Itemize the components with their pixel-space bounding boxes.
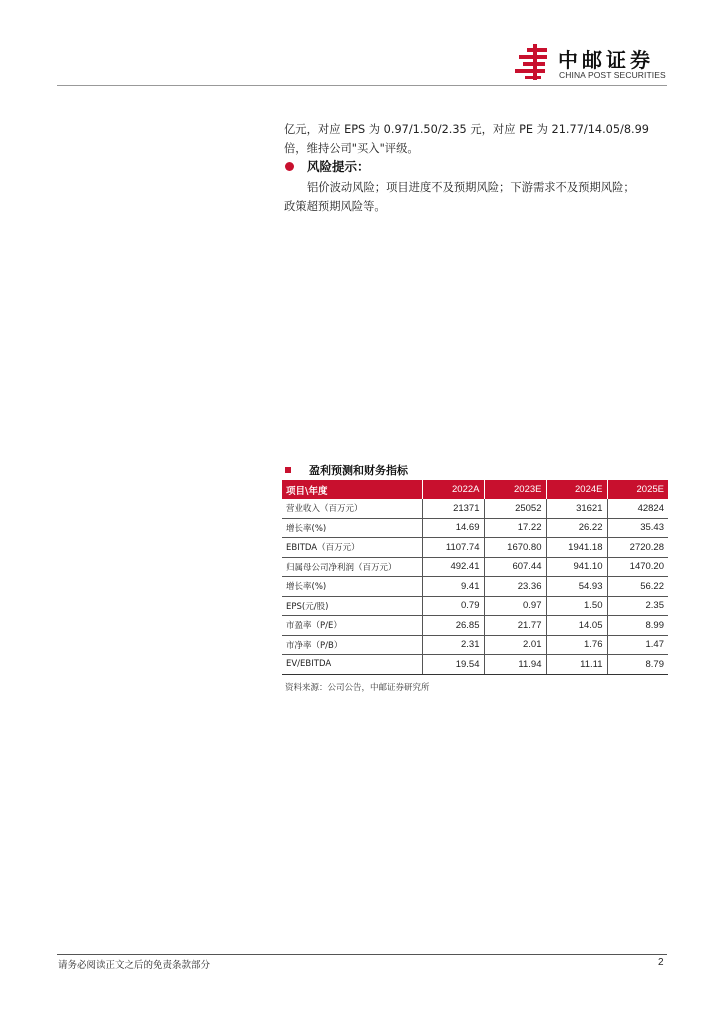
cell: 1670.80 [484,538,546,558]
disclaimer-note: 请务必阅读正文之后的免责条款部分 [58,960,211,971]
page-number: 2 [658,957,664,968]
row-label: 市盈率（P/E） [282,616,422,636]
cell: 1470.20 [607,557,668,577]
cell: 56.22 [607,577,668,597]
table-title-square-icon [285,467,291,473]
cell: 1941.18 [546,538,607,558]
table-row [282,596,668,616]
risk-heading: 风险提示： [307,159,370,174]
cell: 1.50 [546,596,607,616]
cell: 23.36 [484,577,546,597]
table-row [282,655,668,675]
cell: 2.35 [607,596,668,616]
financial-forecast-table [282,480,668,675]
cell: 14.05 [546,616,607,636]
rating-text-line-2: 倍，维持公司"买入"评级。 [284,142,419,155]
cell: 941.10 [546,557,607,577]
table-row [282,518,668,538]
row-label: 增长率(%) [282,577,422,597]
cell: 2720.28 [607,538,668,558]
table-row [282,538,668,558]
cell: 8.79 [607,655,668,675]
header-item-year: 项目\年度 [282,480,422,499]
brand-name: 中邮证券 [558,48,654,72]
row-label: 营业收入（百万元） [282,499,422,518]
row-label: EV/EBITDA [282,655,422,675]
table-row [282,499,668,518]
china-post-securities-logo [513,42,553,82]
row-label: EPS(元/股) [282,596,422,616]
cell: 1.76 [546,635,607,655]
header-2023e: 2023E [484,480,546,499]
cell: 0.79 [422,596,484,616]
cell: 25052 [484,499,546,518]
cell: 21.77 [484,616,546,636]
cell: 492.41 [422,557,484,577]
cell: 2.31 [422,635,484,655]
table-row [282,635,668,655]
cell: 9.41 [422,577,484,597]
header-2024e: 2024E [546,480,607,499]
risk-text-line-2: 政策超预期风险等。 [284,200,386,213]
header-2025e: 2025E [607,480,668,499]
header-2022a: 2022A [422,480,484,499]
cell: 0.97 [484,596,546,616]
table-title: 盈利预测和财务指标 [309,464,408,477]
cell: 54.93 [546,577,607,597]
footer-divider [57,954,667,955]
cell: 35.43 [607,518,668,538]
cell: 11.94 [484,655,546,675]
cell: 19.54 [422,655,484,675]
cell: 14.69 [422,518,484,538]
cell: 17.22 [484,518,546,538]
cell: 26.85 [422,616,484,636]
table-row [282,616,668,636]
brand-subtitle: CHINA POST SECURITIES [559,70,666,80]
cell: 2.01 [484,635,546,655]
risk-bullet-icon [285,162,294,171]
cell: 8.99 [607,616,668,636]
table-row [282,577,668,597]
rating-text-line-1: 亿元，对应 EPS 为 0.97/1.50/2.35 元，对应 PE 为 21.77/14.05/8.99 [284,123,649,136]
cell: 21371 [422,499,484,518]
cell: 1.47 [607,635,668,655]
row-label: 增长率(%) [282,518,422,538]
row-label: 归属母公司净利润（百万元） [282,557,422,577]
table-row [282,557,668,577]
cell: 607.44 [484,557,546,577]
cell: 31621 [546,499,607,518]
table-header-row [282,480,668,499]
row-label: 市净率（P/B） [282,635,422,655]
table-source-note: 资料来源：公司公告，中邮证券研究所 [285,683,430,693]
risk-text-line-1: 铝价波动风险；项目进度不及预期风险；下游需求不及预期风险； [307,181,635,194]
cell: 42824 [607,499,668,518]
cell: 26.22 [546,518,607,538]
cell: 11.11 [546,655,607,675]
header-divider [57,85,667,86]
cell: 1107.74 [422,538,484,558]
row-label: EBITDA（百万元） [282,538,422,558]
